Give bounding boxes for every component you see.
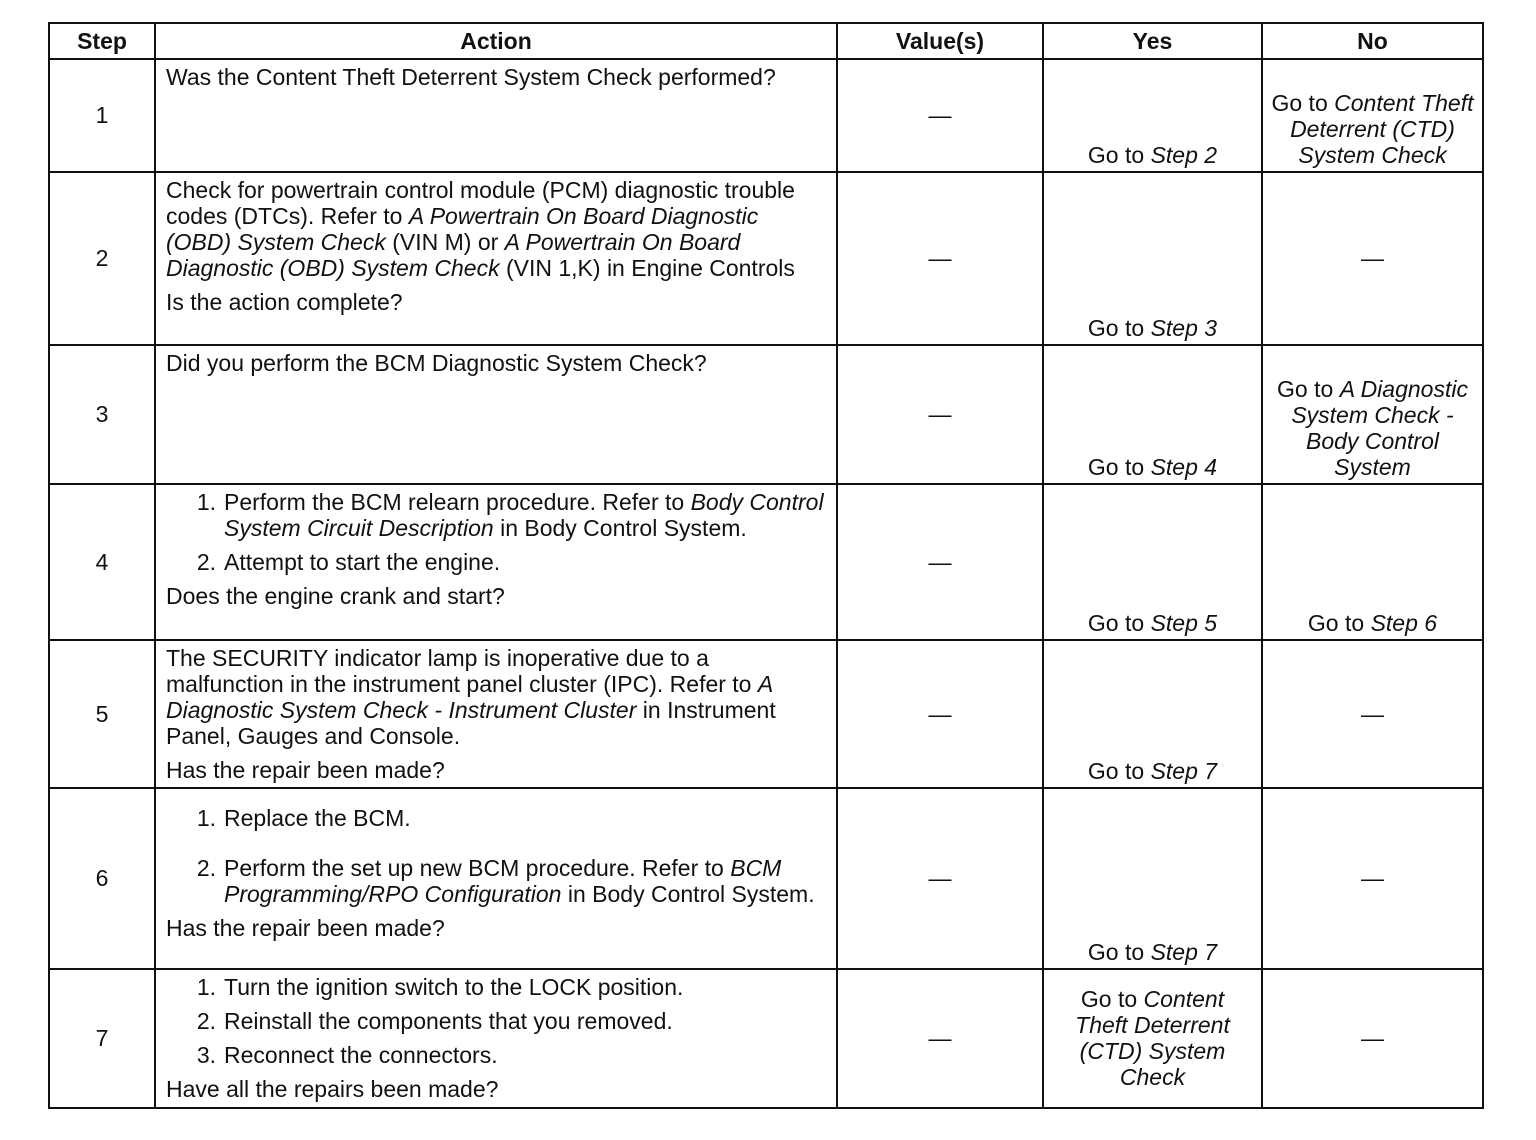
- action-text-part: in Instrument Panel, Gauges and Console.: [166, 697, 776, 749]
- yes-cell: [1043, 640, 1262, 788]
- step-number: 7: [49, 969, 155, 1108]
- action-text-part: Perform the BCM relearn procedure. Refer to: [224, 489, 691, 515]
- value-cell: —: [837, 59, 1043, 172]
- header-values: Value(s): [837, 23, 1043, 59]
- yes-prefix: Go to: [1087, 939, 1151, 965]
- step-number: 5: [49, 640, 155, 788]
- step-number: 1: [49, 59, 155, 172]
- action-text-part: (VIN M) or: [385, 229, 505, 255]
- yes-cell: [1043, 345, 1262, 484]
- yes-prefix: Go to: [1087, 142, 1151, 168]
- table-row: [49, 788, 1483, 969]
- action-reference-link[interactable]: A Powertrain On Board Diagnostic (OBD) System Check: [166, 229, 741, 281]
- no-cell: —: [1262, 969, 1483, 1108]
- value-cell: —: [837, 172, 1043, 345]
- action-steps-list: [166, 489, 826, 575]
- action-text-part: Check for powertrain control module (PCM) diagnostic trouble codes (DTCs). Refer to: [166, 177, 795, 229]
- action-text-part: in Body Control System.: [493, 515, 747, 541]
- no-cell: [1262, 484, 1483, 640]
- header-row: [49, 23, 1483, 59]
- yes-link[interactable]: Step 7: [1150, 758, 1218, 784]
- action-text-part: The SECURITY indicator lamp is inoperative due to a malfunction in the instrument panel cluster (IPC). Refer to: [166, 645, 758, 697]
- list-item-text: [224, 489, 826, 541]
- no-link[interactable]: Step 6: [1370, 610, 1438, 636]
- table-row: [49, 172, 1483, 345]
- step-number: 4: [49, 484, 155, 640]
- yes-cell: [1043, 172, 1262, 345]
- list-item: [166, 1042, 826, 1068]
- table-row: [49, 640, 1483, 788]
- list-item-text: Reconnect the connectors.: [224, 1042, 498, 1068]
- list-item-number: 2.: [196, 855, 216, 881]
- table-row: [49, 484, 1483, 640]
- diagnostic-table: [48, 22, 1484, 1109]
- yes-prefix: Go to: [1087, 610, 1151, 636]
- no-prefix: Go to: [1277, 376, 1340, 402]
- header-yes: Yes: [1043, 23, 1262, 59]
- action-text: Did you perform the BCM Diagnostic System Check?: [166, 350, 707, 376]
- action-cell: [155, 484, 837, 640]
- action-cell: [155, 172, 837, 345]
- list-item: [166, 974, 826, 1000]
- yes-link[interactable]: Content Theft Deterrent (CTD) System Check: [1075, 986, 1230, 1090]
- step-number: 6: [49, 788, 155, 969]
- action-cell: [155, 788, 837, 969]
- header-no: No: [1262, 23, 1483, 59]
- action-reference-link[interactable]: BCM Programming/RPO Configuration: [224, 855, 782, 907]
- action-question: Has the repair been made?: [166, 757, 445, 783]
- list-item: [166, 805, 826, 831]
- action-reference-link[interactable]: A Diagnostic System Check - Instrument Cluster: [166, 671, 773, 723]
- action-text-part: Perform the set up new BCM procedure. Refer to: [224, 855, 731, 881]
- yes-cell: [1043, 788, 1262, 969]
- action-question: Does the engine crank and start?: [166, 583, 505, 609]
- yes-cell: [1043, 969, 1262, 1108]
- yes-link[interactable]: Step 3: [1150, 315, 1218, 341]
- yes-link[interactable]: Step 5: [1150, 610, 1218, 636]
- no-cell: —: [1262, 788, 1483, 969]
- yes-link[interactable]: Step 2: [1150, 142, 1218, 168]
- step-number: 2: [49, 172, 155, 345]
- value-cell: —: [837, 640, 1043, 788]
- value-cell: —: [837, 969, 1043, 1108]
- no-prefix: Go to: [1307, 610, 1371, 636]
- action-text: [166, 645, 826, 749]
- action-reference-link[interactable]: Body Control System Circuit Description: [224, 489, 824, 541]
- no-cell: —: [1262, 172, 1483, 345]
- action-cell: [155, 345, 837, 484]
- no-cell: —: [1262, 640, 1483, 788]
- yes-prefix: Go to: [1087, 454, 1151, 480]
- yes-link[interactable]: Step 4: [1150, 454, 1218, 480]
- yes-prefix: Go to: [1087, 758, 1151, 784]
- action-steps-list: [166, 805, 826, 907]
- no-link[interactable]: Content Theft Deterrent (CTD) System Check: [1290, 90, 1474, 168]
- header-action: Action: [155, 23, 837, 59]
- list-item: [166, 855, 826, 907]
- value-cell: —: [837, 788, 1043, 969]
- table-row: [49, 345, 1483, 484]
- list-item: [166, 489, 826, 541]
- no-prefix: Go to: [1271, 90, 1335, 116]
- no-cell: [1262, 345, 1483, 484]
- action-text-part: (VIN 1,K) in Engine Controls: [499, 255, 795, 281]
- list-item-text: Turn the ignition switch to the LOCK position.: [224, 974, 684, 1000]
- action-cell: [155, 969, 837, 1108]
- action-cell: [155, 640, 837, 788]
- action-question: Is the action complete?: [166, 289, 403, 315]
- list-item-text: [224, 855, 826, 907]
- list-item-number: 2.: [196, 549, 216, 575]
- yes-cell: [1043, 484, 1262, 640]
- action-text: Was the Content Theft Deterrent System Check performed?: [166, 64, 776, 90]
- table-row: [49, 969, 1483, 1108]
- yes-cell: [1043, 59, 1262, 172]
- no-link[interactable]: A Diagnostic System Check - Body Control System: [1291, 376, 1468, 480]
- action-text: [166, 177, 826, 281]
- yes-prefix: Go to: [1087, 315, 1151, 341]
- yes-prefix: Go to: [1080, 986, 1144, 1012]
- action-cell: [155, 59, 837, 172]
- action-question: Has the repair been made?: [166, 915, 445, 941]
- action-text-part: in Body Control System.: [561, 881, 815, 907]
- value-cell: —: [837, 484, 1043, 640]
- header-step: Step: [49, 23, 155, 59]
- list-item: [166, 1008, 826, 1034]
- action-question: Have all the repairs been made?: [166, 1076, 499, 1102]
- list-item-number: 1.: [196, 805, 216, 831]
- action-steps-list: [166, 974, 826, 1068]
- list-item-number: 1.: [196, 974, 216, 1000]
- list-item-text: Replace the BCM.: [224, 805, 411, 831]
- list-item: [166, 549, 826, 575]
- list-item-text: Attempt to start the engine.: [224, 549, 501, 575]
- value-cell: —: [837, 345, 1043, 484]
- table-row: [49, 59, 1483, 172]
- list-item-text: Reinstall the components that you removed.: [224, 1008, 673, 1034]
- list-item-number: 3.: [196, 1042, 216, 1068]
- no-cell: [1262, 59, 1483, 172]
- yes-link[interactable]: Step 7: [1150, 939, 1218, 965]
- list-item-number: 2.: [196, 1008, 216, 1034]
- step-number: 3: [49, 345, 155, 484]
- list-item-number: 1.: [196, 489, 216, 515]
- action-reference-link[interactable]: A Powertrain On Board Diagnostic (OBD) System Check: [166, 203, 759, 255]
